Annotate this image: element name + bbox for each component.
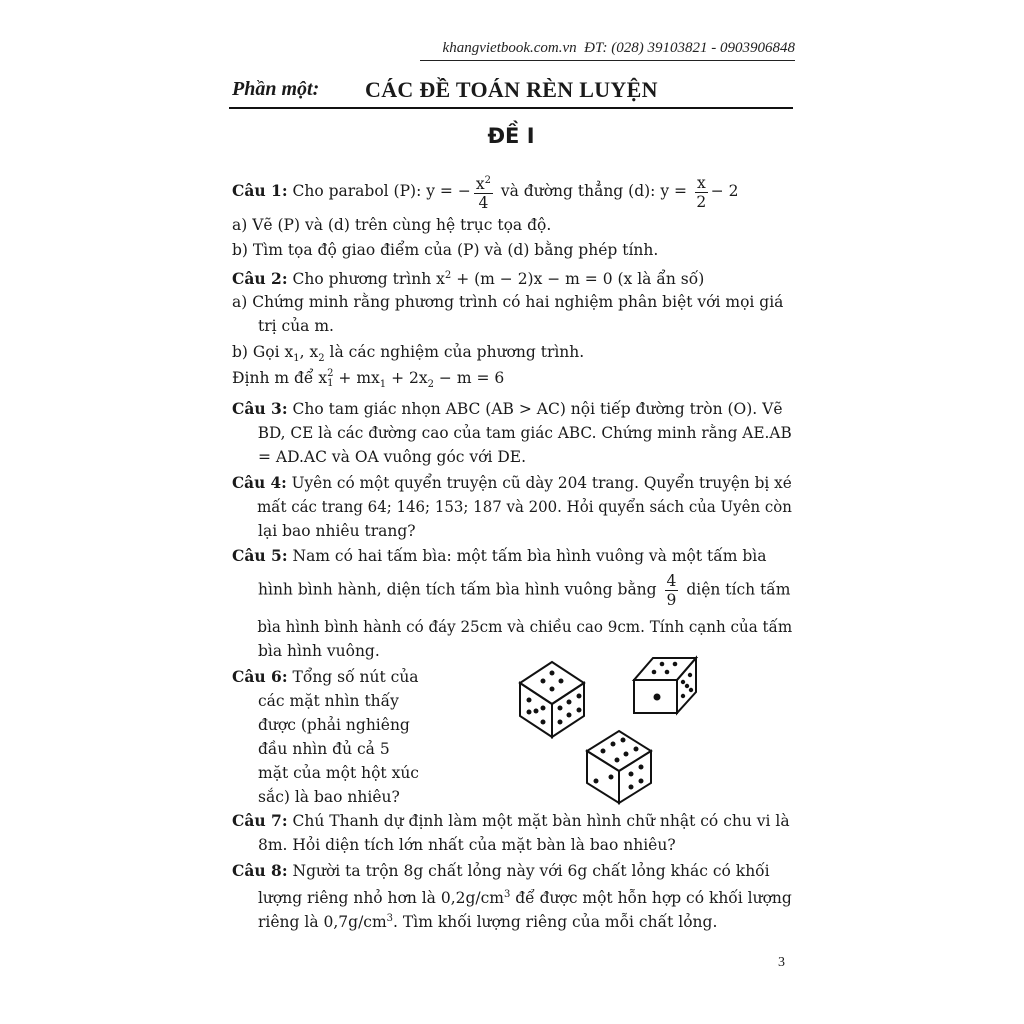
q2-part-a-line1: a) Chứng minh rằng phương trình có hai nghiệm phân biệt với mọi giá bbox=[232, 293, 784, 311]
question-2 bbox=[232, 264, 704, 291]
header-rule bbox=[420, 60, 795, 61]
text: riêng là 0,7g/cm bbox=[258, 913, 387, 932]
q1-mid: và đường thẳng (d): y = bbox=[500, 182, 687, 201]
question-4-line3: lại bao nhiêu trang? bbox=[258, 522, 416, 540]
question-6-line5: mặt của một hột xúc bbox=[258, 764, 419, 782]
sub: 2 bbox=[427, 379, 434, 391]
question-6-line1 bbox=[232, 665, 419, 689]
question-3-line1 bbox=[232, 397, 783, 421]
question-5-line2 bbox=[232, 572, 791, 609]
question-label: Câu 4: bbox=[232, 473, 287, 492]
text: b) Gọi x bbox=[232, 343, 294, 361]
text: + 2x bbox=[386, 369, 428, 387]
text: . Tìm khối lượng riêng của mỗi chất lỏng. bbox=[393, 913, 718, 932]
question-label: Câu 1: bbox=[232, 181, 288, 201]
question-7-line1 bbox=[232, 809, 790, 833]
frac-num: x bbox=[696, 173, 706, 192]
sup: 3 bbox=[386, 913, 394, 924]
sub: 1 bbox=[327, 378, 334, 389]
sub: 1 bbox=[379, 379, 387, 391]
text: − m = 6 bbox=[433, 369, 505, 387]
question-label: Câu 6: bbox=[232, 667, 288, 686]
text: diện tích tấm bbox=[686, 580, 791, 599]
question-6-line2: các mặt nhìn thấy bbox=[258, 692, 399, 710]
exam-title: ĐỀ I bbox=[487, 124, 535, 148]
text: Tổng số nút của bbox=[292, 668, 419, 686]
question-label: Câu 8: bbox=[232, 861, 288, 880]
running-header bbox=[420, 40, 795, 57]
question-label: Câu 7: bbox=[232, 811, 288, 830]
question-5-line4: bìa hình vuông. bbox=[258, 642, 380, 660]
q2-condition bbox=[232, 366, 504, 397]
text: Cho tam giác nhọn ABC (AB > AC) nội tiếp đường tròn (O). Vẽ bbox=[292, 400, 783, 418]
question-3-line3: = AD.AC và OA vuông góc với DE. bbox=[258, 448, 527, 466]
text: + mx bbox=[333, 369, 380, 387]
fraction bbox=[474, 172, 493, 212]
question-1 bbox=[232, 172, 738, 212]
text: lượng riêng nhỏ hơn là 0,2g/cm bbox=[257, 889, 504, 908]
sub: 2 bbox=[318, 353, 325, 365]
text: là các nghiệm của phương trình. bbox=[324, 343, 585, 361]
q2-part-a-line2: trị của m. bbox=[258, 317, 334, 335]
question-4-line1 bbox=[232, 471, 792, 495]
question-7-line2: 8m. Hỏi diện tích lớn nhất của mặt bàn là bao nhiêu? bbox=[258, 836, 676, 854]
sup: 2 bbox=[444, 270, 452, 281]
text: để được một hỗn hợp có khối lượng bbox=[510, 889, 792, 908]
page-number: 3 bbox=[778, 955, 785, 970]
frac-num: 4 bbox=[666, 572, 677, 590]
q1-part-a: a) Vẽ (P) và (d) trên cùng hệ trục tọa độ. bbox=[232, 216, 552, 234]
text: Uyên có một quyển truyện cũ dày 204 trang. Quyển truyện bị xé bbox=[291, 474, 792, 492]
sup: 3 bbox=[503, 889, 511, 900]
text: Định m để bbox=[232, 369, 319, 387]
question-label: Câu 2: bbox=[232, 269, 288, 289]
part-title: CÁC ĐỀ TOÁN RÈN LUYỆN bbox=[365, 77, 658, 102]
frac-sup: 2 bbox=[484, 175, 491, 186]
question-5-line3: bìa hình bình hành có đáy 25cm và chiều cao 9cm. Tính cạnh của tấm bbox=[257, 618, 793, 636]
die-3-left-face bbox=[587, 751, 619, 803]
question-8-line3 bbox=[232, 907, 717, 934]
part-rule bbox=[229, 107, 793, 109]
text: , x bbox=[299, 343, 319, 361]
question-8-line1 bbox=[232, 859, 770, 883]
q1-tail: − 2 bbox=[710, 182, 739, 201]
question-label: Câu 5: bbox=[232, 546, 288, 565]
question-3-line2: BD, CE là các đường cao của tam giác ABC. Chứng minh rằng AE.AB bbox=[257, 424, 792, 442]
question-6-line3: được (phải nghiêng bbox=[258, 716, 410, 734]
question-6-line4: đầu nhìn đủ cả 5 bbox=[258, 740, 390, 758]
text: Chú Thanh dự định làm một mặt bàn hình chữ nhật có chu vi là bbox=[292, 812, 790, 830]
die-3-right-face bbox=[619, 751, 651, 803]
question-5-line1 bbox=[232, 544, 767, 568]
text: Nam có hai tấm bìa: một tấm bìa hình vuông và một tấm bìa bbox=[292, 547, 767, 565]
header-site: khangvietbook.com.vn bbox=[442, 40, 577, 56]
dice-figure bbox=[500, 650, 710, 810]
text: hình bình hành, diện tích tấm bìa hình vuông bằng bbox=[258, 580, 657, 599]
frac-num: x bbox=[475, 175, 485, 194]
fraction bbox=[665, 572, 679, 609]
header-contact: ĐT: (028) 39103821 - 0903906848 bbox=[584, 40, 795, 56]
die-1-pips bbox=[527, 671, 582, 725]
frac-den: 2 bbox=[696, 192, 707, 211]
sup: 2 bbox=[327, 368, 334, 379]
question-4-line2: mất các trang 64; 146; 153; 187 và 200. Hỏi quyển sách của Uyên còn bbox=[257, 498, 792, 516]
part-label: Phần một: bbox=[232, 78, 320, 100]
sub: 1 bbox=[293, 353, 300, 365]
q2-intro: Cho phương trình x bbox=[292, 270, 445, 289]
q1-intro: Cho parabol (P): y = − bbox=[292, 182, 471, 201]
frac-den: 9 bbox=[666, 591, 677, 609]
q2-rest: + (m − 2)x − m = 0 (x là ẩn số) bbox=[451, 270, 705, 289]
text: Người ta trộn 8g chất lỏng này với 6g chất lỏng khác có khối bbox=[292, 862, 770, 880]
frac-den: 4 bbox=[478, 194, 489, 213]
text: x bbox=[318, 369, 328, 387]
q1-part-b: b) Tìm tọa độ giao điểm của (P) và (d) bằng phép tính. bbox=[232, 241, 659, 259]
fraction bbox=[695, 174, 708, 211]
question-6-line6: sắc) là bao nhiêu? bbox=[258, 788, 400, 806]
question-label: Câu 3: bbox=[232, 399, 288, 418]
